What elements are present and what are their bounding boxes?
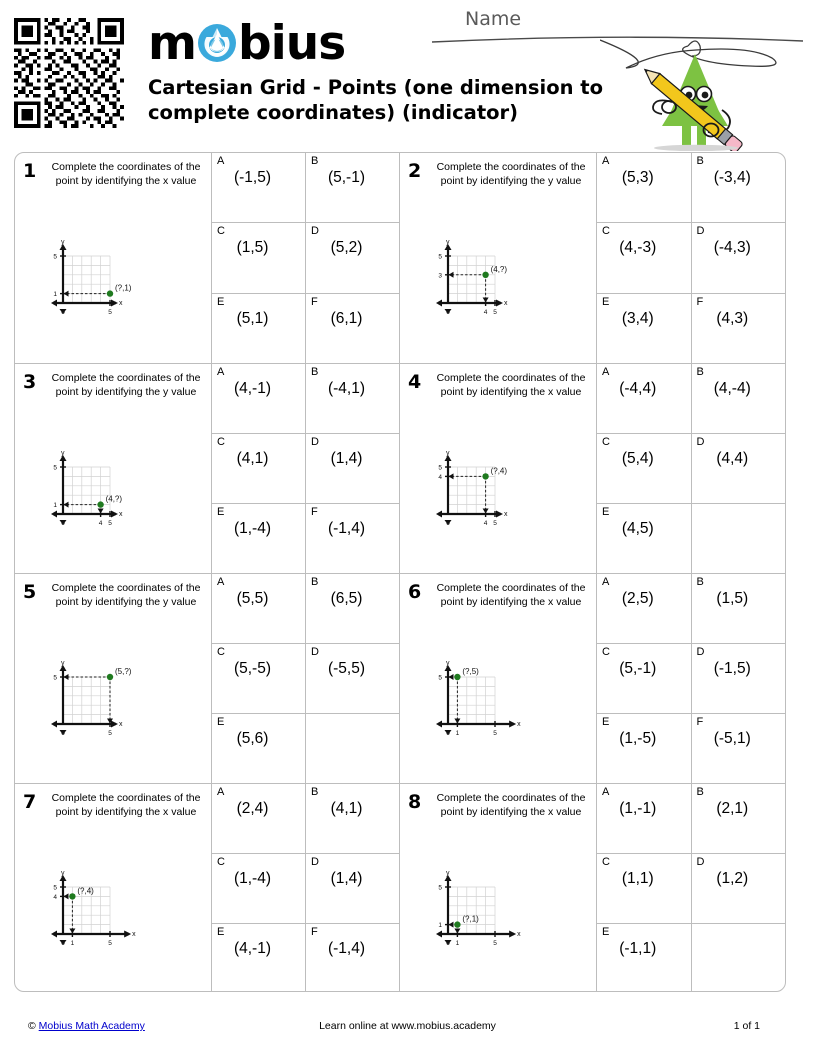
answer-option-value: (3,4) xyxy=(621,309,654,327)
answer-option-letter: A xyxy=(602,366,610,378)
question-prompt: Complete the coordinates of the point by identifying the x value xyxy=(436,792,586,818)
svg-text:4: 4 xyxy=(483,309,488,316)
answer-option-b[interactable] xyxy=(692,574,786,643)
answer-option-d[interactable] xyxy=(306,644,399,713)
svg-text:x: x xyxy=(119,511,123,518)
answer-option-letter: A xyxy=(217,366,225,378)
svg-text:(?,1): (?,1) xyxy=(462,914,479,924)
svg-text:3: 3 xyxy=(438,272,442,280)
question-stem-7 xyxy=(15,784,212,992)
cartesian-grid-graph-3 xyxy=(37,436,187,536)
answer-option-row xyxy=(212,153,399,223)
question-prompt: Complete the coordinates of the point by identifying the y value xyxy=(51,372,201,398)
answer-option-value: (5,6) xyxy=(236,730,269,747)
cartesian-grid-graph-2 xyxy=(422,225,572,325)
answer-option-d[interactable] xyxy=(692,854,786,923)
svg-text:5: 5 xyxy=(108,309,112,316)
svg-text:5: 5 xyxy=(493,730,497,737)
answer-option-value: (4,1) xyxy=(330,800,363,817)
answer-option-value: (4,-3) xyxy=(619,239,657,257)
svg-text:5: 5 xyxy=(493,309,497,316)
svg-text:y: y xyxy=(446,660,450,667)
question-graph xyxy=(422,436,572,541)
svg-text:5: 5 xyxy=(108,940,112,947)
svg-text:1: 1 xyxy=(455,940,460,947)
svg-text:y: y xyxy=(446,450,450,457)
answer-option-e[interactable] xyxy=(597,714,692,783)
answer-option-row xyxy=(212,574,399,644)
svg-text:1: 1 xyxy=(53,291,57,299)
answer-option-letter: D xyxy=(311,646,319,658)
question-cell-8 xyxy=(400,783,785,992)
answer-option-letter: B xyxy=(311,155,319,167)
question-cell-7 xyxy=(15,783,400,992)
svg-text:x: x xyxy=(119,721,123,728)
answer-option-value: (-1,4) xyxy=(327,940,366,957)
question-cell-4 xyxy=(400,363,785,573)
answer-option-row xyxy=(212,924,399,992)
answer-option-b[interactable] xyxy=(692,153,786,222)
answer-option-letter: D xyxy=(311,225,319,238)
answer-option-b[interactable] xyxy=(306,784,399,853)
answer-option-a[interactable] xyxy=(597,364,692,433)
question-graph xyxy=(422,646,572,751)
answer-option-value: (1,5) xyxy=(236,239,269,257)
answer-option-row xyxy=(212,294,399,363)
mobius-math-academy-link[interactable]: Mobius Math Academy xyxy=(38,1020,145,1032)
answer-option-row xyxy=(597,644,785,714)
question-prompt: Complete the coordinates of the point by identifying the x value xyxy=(436,372,586,398)
svg-text:1: 1 xyxy=(70,940,75,947)
answer-option-letter: E xyxy=(217,506,225,518)
question-cell-3 xyxy=(15,363,400,573)
answer-option-a[interactable] xyxy=(597,784,692,853)
svg-text:x: x xyxy=(119,300,123,307)
answer-option-value: (2,1) xyxy=(716,800,749,817)
answer-option-a[interactable] xyxy=(212,364,306,433)
svg-text:4: 4 xyxy=(438,473,442,481)
answer-option-value: (1,-5) xyxy=(619,730,657,747)
question-cell-1 xyxy=(15,153,400,363)
answer-option-d[interactable] xyxy=(306,434,399,503)
answer-option-row xyxy=(597,574,785,644)
answer-option-value: (-4,3) xyxy=(713,239,751,257)
answer-option-value: (5,5) xyxy=(236,590,269,607)
answer-options-1 xyxy=(212,153,399,363)
page-title: Cartesian Grid - Points (one dimension to complete coordinates) (indicator) xyxy=(148,76,604,124)
answer-option-value: (4,-4) xyxy=(713,380,751,397)
answer-option-value: (6,1) xyxy=(330,309,363,327)
answer-option-value: (1,4) xyxy=(330,450,363,467)
answer-option-value: (-1,5) xyxy=(233,169,272,186)
svg-text:1: 1 xyxy=(438,922,442,930)
answer-option-value: (2,4) xyxy=(236,800,269,817)
svg-text:5: 5 xyxy=(108,520,112,527)
question-graph xyxy=(37,856,187,961)
svg-text:x: x xyxy=(517,721,521,728)
answer-option-a[interactable] xyxy=(212,153,306,222)
answer-option-letter: B xyxy=(696,155,704,167)
answer-option-letter: A xyxy=(217,786,225,798)
svg-text:0: 0 xyxy=(61,520,65,527)
page-footer xyxy=(0,1020,815,1044)
answer-option-value: (1,2) xyxy=(716,870,749,887)
answer-option-value: (4,4) xyxy=(716,450,749,467)
svg-text:(4,?): (4,?) xyxy=(490,264,508,274)
answer-option-empty xyxy=(692,924,786,992)
answer-option-value: (2,5) xyxy=(621,590,654,607)
answer-option-f[interactable] xyxy=(306,924,399,992)
svg-text:1: 1 xyxy=(53,502,57,510)
svg-text:x: x xyxy=(504,300,508,307)
answer-option-empty xyxy=(692,504,786,573)
answer-option-e[interactable] xyxy=(597,294,692,363)
answer-options-3 xyxy=(212,364,399,573)
answer-option-value: (-3,4) xyxy=(713,169,751,186)
question-cell-5 xyxy=(15,573,400,783)
answer-option-value: (-1,4) xyxy=(327,520,366,537)
svg-text:x: x xyxy=(132,931,136,938)
qr-code-icon[interactable] xyxy=(14,18,124,128)
svg-text:5: 5 xyxy=(438,253,442,261)
answer-option-value: (4,3) xyxy=(716,309,749,327)
answer-option-value: (1,-1) xyxy=(619,800,657,817)
svg-text:(4,?): (4,?) xyxy=(105,494,123,504)
question-stem-3 xyxy=(15,364,212,573)
question-stem-4 xyxy=(400,364,597,573)
question-prompt: Complete the coordinates of the point by identifying the x value xyxy=(436,582,586,608)
answer-option-value: (5,2) xyxy=(330,239,363,257)
question-graph xyxy=(37,436,187,541)
answer-option-f[interactable] xyxy=(306,294,399,363)
answer-option-a[interactable] xyxy=(212,574,306,643)
answer-option-row xyxy=(212,223,399,293)
answer-option-d[interactable] xyxy=(692,223,786,292)
answer-option-f[interactable] xyxy=(306,504,399,573)
answer-option-letter: C xyxy=(217,646,225,658)
mobius-droplet-icon xyxy=(197,23,237,63)
answer-option-b[interactable] xyxy=(306,153,399,222)
question-prompt: Complete the coordinates of the point by identifying the y value xyxy=(51,582,201,608)
answer-option-a[interactable] xyxy=(597,574,692,643)
answer-option-c[interactable] xyxy=(597,434,692,503)
question-number: 1 xyxy=(23,160,37,182)
answer-option-value: (-1,5) xyxy=(713,660,751,677)
answer-option-row xyxy=(212,504,399,573)
answer-option-row xyxy=(212,644,399,714)
question-row xyxy=(15,783,785,992)
answer-option-value: (5,-1) xyxy=(619,660,657,677)
answer-option-value: (-5,1) xyxy=(713,730,751,747)
answer-option-row xyxy=(597,153,785,223)
answer-option-letter: C xyxy=(602,856,610,868)
answer-option-b[interactable] xyxy=(692,784,786,853)
svg-text:5: 5 xyxy=(438,884,442,892)
answer-option-letter: B xyxy=(696,786,704,798)
answer-option-row xyxy=(597,223,785,293)
svg-text:(?,4): (?,4) xyxy=(77,886,94,896)
question-row xyxy=(15,153,785,363)
answer-options-6 xyxy=(597,574,785,783)
answer-option-letter: D xyxy=(311,436,319,448)
answer-option-c[interactable] xyxy=(212,644,306,713)
svg-text:0: 0 xyxy=(61,940,65,947)
answer-option-value: (1,5) xyxy=(716,590,749,607)
answer-option-letter: B xyxy=(311,366,319,378)
answer-option-letter: E xyxy=(217,716,225,728)
svg-text:0: 0 xyxy=(61,730,65,737)
cartesian-grid-graph-4 xyxy=(422,436,572,536)
answer-option-d[interactable] xyxy=(692,644,786,713)
svg-text:y: y xyxy=(61,870,65,877)
answer-option-letter: A xyxy=(602,576,610,588)
answer-option-row xyxy=(597,784,785,854)
answer-option-value: (1,-4) xyxy=(233,520,272,537)
question-number: 3 xyxy=(23,371,37,393)
answer-option-value: (-1,1) xyxy=(619,940,657,957)
answer-option-d[interactable] xyxy=(306,854,399,923)
svg-text:5: 5 xyxy=(438,464,442,472)
answer-option-row xyxy=(597,924,785,992)
svg-text:y: y xyxy=(61,239,65,246)
answer-option-letter: F xyxy=(696,716,704,728)
footer-learn-online: Learn online at www.mobius.academy xyxy=(319,1020,496,1032)
answer-option-row xyxy=(212,364,399,434)
answer-option-letter: A xyxy=(217,576,225,588)
answer-option-letter: D xyxy=(696,856,705,868)
svg-text:5: 5 xyxy=(108,730,112,737)
question-graph xyxy=(422,856,572,961)
answer-option-value: (1,1) xyxy=(621,870,654,887)
svg-text:x: x xyxy=(504,511,508,518)
answer-option-value: (5,-1) xyxy=(327,169,366,186)
answer-option-letter: C xyxy=(217,856,225,868)
worksheet-header xyxy=(0,0,815,150)
answer-option-letter: E xyxy=(217,295,225,308)
question-graph xyxy=(37,225,187,330)
question-stem-2 xyxy=(400,153,597,363)
svg-text:0: 0 xyxy=(446,520,450,527)
answer-option-value: (4,-1) xyxy=(233,380,272,397)
question-row xyxy=(15,363,785,573)
answer-option-value: (5,4) xyxy=(621,450,654,467)
answer-option-letter: C xyxy=(217,225,225,238)
answer-option-letter: C xyxy=(602,646,610,658)
footer-page-number: 1 of 1 xyxy=(733,1020,760,1032)
question-number: 4 xyxy=(408,371,422,393)
svg-text:y: y xyxy=(61,660,65,667)
answer-option-b[interactable] xyxy=(306,574,399,643)
svg-text:4: 4 xyxy=(53,893,57,901)
answer-option-letter: A xyxy=(217,155,225,167)
answer-option-value: (-4,4) xyxy=(619,380,657,397)
answer-option-c[interactable] xyxy=(597,644,692,713)
answer-options-8 xyxy=(597,784,785,992)
answer-option-letter: C xyxy=(602,225,610,238)
question-graph xyxy=(422,225,572,330)
answer-option-letter: F xyxy=(311,926,318,938)
svg-text:(?,5): (?,5) xyxy=(462,667,479,676)
answer-option-letter: F xyxy=(311,506,318,518)
logo-text-pre: m xyxy=(148,15,196,71)
svg-text:5: 5 xyxy=(493,520,497,527)
svg-text:5: 5 xyxy=(53,253,57,261)
answer-option-value: (-5,5) xyxy=(327,660,366,677)
answer-option-letter: D xyxy=(696,436,705,448)
answer-option-row xyxy=(212,434,399,504)
answer-option-row xyxy=(597,364,785,434)
svg-text:y: y xyxy=(446,870,450,877)
answer-option-a[interactable] xyxy=(212,784,306,853)
answer-option-letter: C xyxy=(602,436,610,448)
answer-option-c[interactable] xyxy=(597,854,692,923)
svg-text:5: 5 xyxy=(438,674,442,682)
answer-option-value: (5,1) xyxy=(236,309,269,327)
answer-option-value: (4,-1) xyxy=(233,940,272,957)
answer-options-2 xyxy=(597,153,785,363)
answer-option-value: (1,4) xyxy=(330,870,363,887)
svg-text:(5,?): (5,?) xyxy=(115,667,132,676)
svg-text:y: y xyxy=(446,239,450,246)
answer-option-letter: A xyxy=(602,155,610,167)
question-cell-2 xyxy=(400,153,785,363)
svg-text:0: 0 xyxy=(446,309,450,316)
answer-option-c[interactable] xyxy=(212,854,306,923)
question-number: 7 xyxy=(23,791,37,813)
cartesian-grid-graph-8 xyxy=(422,856,572,956)
question-cell-6 xyxy=(400,573,785,783)
question-number: 8 xyxy=(408,791,422,813)
answer-option-letter: D xyxy=(311,856,319,868)
answer-options-7 xyxy=(212,784,399,992)
answer-option-value: (6,5) xyxy=(330,590,363,607)
answer-option-row xyxy=(212,784,399,854)
svg-text:5: 5 xyxy=(53,464,57,472)
answer-option-row xyxy=(212,854,399,924)
answer-option-row xyxy=(597,434,785,504)
answer-option-letter: E xyxy=(602,926,610,938)
answer-option-letter: E xyxy=(217,926,225,938)
svg-text:4: 4 xyxy=(98,520,103,527)
answer-option-letter: F xyxy=(311,295,318,308)
name-label: Name xyxy=(465,8,522,30)
answer-option-e[interactable] xyxy=(212,504,306,573)
question-number: 6 xyxy=(408,581,422,603)
svg-text:0: 0 xyxy=(61,309,65,316)
cartesian-grid-graph-6 xyxy=(422,646,572,746)
answer-option-e[interactable] xyxy=(597,924,692,992)
svg-text:5: 5 xyxy=(53,884,57,892)
answer-option-b[interactable] xyxy=(692,364,786,433)
answer-option-value: (-4,1) xyxy=(327,380,366,397)
question-stem-8 xyxy=(400,784,597,992)
answer-option-letter: E xyxy=(602,716,610,728)
answer-option-row xyxy=(597,714,785,783)
answer-option-letter: E xyxy=(602,506,610,518)
answer-option-e[interactable] xyxy=(212,294,306,363)
answer-option-letter: D xyxy=(696,225,705,238)
answer-option-c[interactable] xyxy=(212,223,306,292)
svg-text:5: 5 xyxy=(493,940,497,947)
green-triangle-mascot-with-pencil-icon xyxy=(600,6,815,151)
answer-option-d[interactable] xyxy=(692,434,786,503)
answer-option-row xyxy=(597,504,785,573)
answer-option-d[interactable] xyxy=(306,223,399,292)
question-row xyxy=(15,573,785,783)
answer-options-5 xyxy=(212,574,399,783)
question-number: 5 xyxy=(23,581,37,603)
answer-option-empty xyxy=(306,714,399,783)
question-prompt: Complete the coordinates of the point by identifying the x value xyxy=(51,161,201,187)
answer-option-value: (5,3) xyxy=(621,169,654,186)
svg-text:0: 0 xyxy=(446,730,450,737)
answer-option-b[interactable] xyxy=(306,364,399,433)
question-stem-5 xyxy=(15,574,212,783)
answer-option-letter: E xyxy=(602,295,610,308)
svg-text:1: 1 xyxy=(455,730,460,737)
answer-option-letter: C xyxy=(217,436,225,448)
question-stem-1 xyxy=(15,153,212,363)
question-number: 2 xyxy=(408,160,422,182)
answer-options-4 xyxy=(597,364,785,573)
answer-option-f[interactable] xyxy=(692,294,786,363)
logo-text-post: bius xyxy=(237,15,346,71)
answer-option-letter: B xyxy=(696,576,704,588)
answer-option-c[interactable] xyxy=(597,223,692,292)
svg-text:y: y xyxy=(61,450,65,457)
answer-option-e[interactable] xyxy=(212,924,306,992)
answer-option-a[interactable] xyxy=(597,153,692,222)
question-graph xyxy=(37,646,187,751)
answer-option-f[interactable] xyxy=(692,714,786,783)
cartesian-grid-graph-7 xyxy=(37,856,187,956)
copyright-symbol: © xyxy=(28,1020,36,1032)
answer-option-letter: B xyxy=(696,366,704,378)
answer-option-row xyxy=(597,854,785,924)
answer-option-row xyxy=(212,714,399,783)
svg-text:5: 5 xyxy=(53,674,57,682)
questions-table xyxy=(14,152,786,992)
svg-text:x: x xyxy=(517,931,521,938)
answer-option-letter: A xyxy=(602,786,610,798)
svg-text:0: 0 xyxy=(446,940,450,947)
answer-option-row xyxy=(597,294,785,363)
question-prompt: Complete the coordinates of the point by identifying the y value xyxy=(436,161,586,187)
svg-text:(?,4): (?,4) xyxy=(490,466,508,476)
question-prompt: Complete the coordinates of the point by identifying the x value xyxy=(51,792,201,818)
svg-text:4: 4 xyxy=(483,520,488,527)
question-stem-6 xyxy=(400,574,597,783)
answer-option-c[interactable] xyxy=(212,434,306,503)
answer-option-value: (4,5) xyxy=(621,520,654,537)
answer-option-letter: B xyxy=(311,786,319,798)
answer-option-value: (1,-4) xyxy=(233,870,272,887)
answer-option-letter: F xyxy=(696,295,704,308)
answer-option-letter: D xyxy=(696,646,705,658)
svg-text:(?,1): (?,1) xyxy=(115,283,132,293)
cartesian-grid-graph-5 xyxy=(37,646,187,746)
cartesian-grid-graph-1 xyxy=(37,225,187,325)
answer-option-e[interactable] xyxy=(212,714,306,783)
answer-option-e[interactable] xyxy=(597,504,692,573)
answer-option-letter: B xyxy=(311,576,319,588)
answer-option-value: (4,1) xyxy=(236,450,269,467)
answer-option-value: (5,-5) xyxy=(233,660,272,677)
